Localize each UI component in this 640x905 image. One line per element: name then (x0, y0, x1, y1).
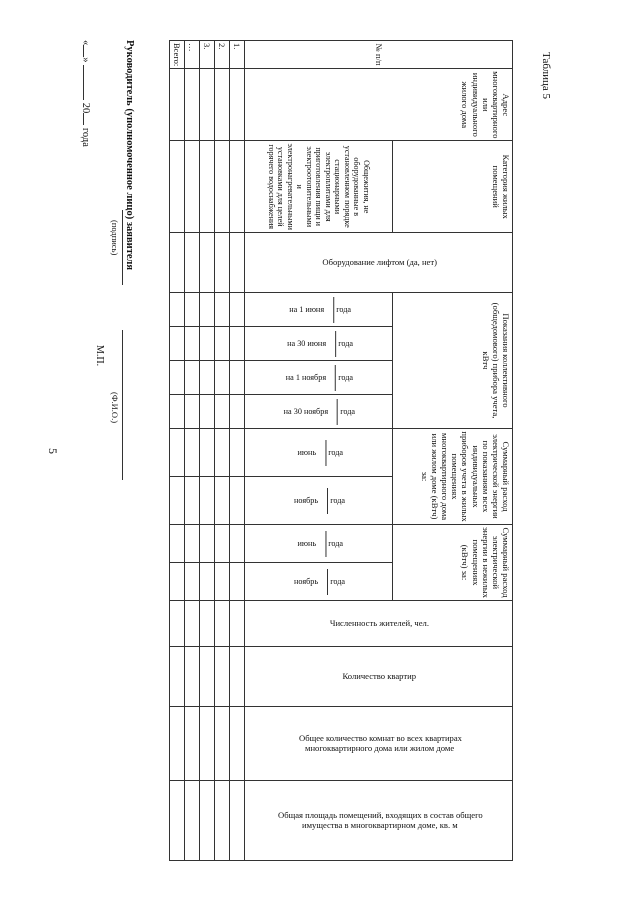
header-individual-meters: Суммарный расход электрической энергии по показаниям всех индивидуальных приборов учета в жилых помещениях многоквартирного дома или жилом доме (кВтч) за: (393, 429, 513, 525)
signature-label: (подпись) (110, 220, 120, 256)
signature-line (122, 210, 123, 285)
page-number: 5 (46, 448, 60, 454)
header-residents: Численность жителей, чел. (245, 601, 513, 647)
row-label: … (185, 41, 200, 69)
header-nr-june: июнь года (245, 525, 393, 563)
header-apartments: Количество квартир (245, 647, 513, 707)
header-area: Общая площадь помещений, входящих в состав общего имущества в многоквартирном доме, кв. м (245, 781, 513, 861)
fio-label: (Ф.И.О.) (110, 392, 120, 424)
header-non-residential: Суммарный расход электрической энергии в нежилых помещениях (кВтч) за: (393, 525, 513, 601)
date-year-suffix: года (80, 127, 91, 147)
table-row-total (170, 41, 185, 861)
header-ind-june: июнь года (245, 429, 393, 477)
header-category-sub: Общежития, не оборудованные в установленном порядке стационарными электроплитами для приготовления пищи и электроотопительными и электронагревательными установками для целей горячего водоснабжения (245, 141, 393, 233)
date-close-quote: » (80, 57, 91, 63)
header-cm-4: на 30 ноября года (245, 395, 393, 429)
header-rooms: Общее количество комнат во всех квартирах многоквартирного дома или жилом доме (245, 707, 513, 781)
fio-line (122, 330, 123, 480)
header-category: Категория жилых помещений (393, 141, 513, 233)
table-caption: Таблица 5 (540, 52, 552, 100)
header-address: Адрес многоквартирного или индивидуального жилого дома (245, 69, 513, 141)
header-row-1 (393, 41, 513, 861)
date-line (80, 40, 93, 147)
header-num: № п/п (245, 41, 513, 69)
header-nr-nov: ноябрь года (245, 563, 393, 601)
row-label-total: Всего: (170, 41, 185, 69)
header-cm-1: на 1 июня года (245, 293, 393, 327)
date-year-prefix: 20 (80, 102, 91, 114)
header-cm-2: на 30 июня года (245, 327, 393, 361)
data-table (169, 40, 513, 861)
table-row (215, 41, 230, 861)
row-label: 3. (200, 41, 215, 69)
leader-label: Руководитель (уполномоченное лицо) заявителя (124, 40, 135, 271)
date-open-quote: « (80, 40, 91, 46)
header-ind-nov: ноябрь года (245, 477, 393, 525)
table-row (230, 41, 245, 861)
header-cm-3: на 1 ноября года (245, 361, 393, 395)
header-collective-meter: Показания коллективного (общедомового) прибора учета, кВтч (393, 293, 513, 429)
header-lifts: Оборудование лифтом (да, нет) (245, 233, 513, 293)
table-row (185, 41, 200, 861)
row-label: 1. (230, 41, 245, 69)
stamp-label: М.П. (94, 345, 105, 367)
table-row (200, 41, 215, 861)
row-label: 2. (215, 41, 230, 69)
